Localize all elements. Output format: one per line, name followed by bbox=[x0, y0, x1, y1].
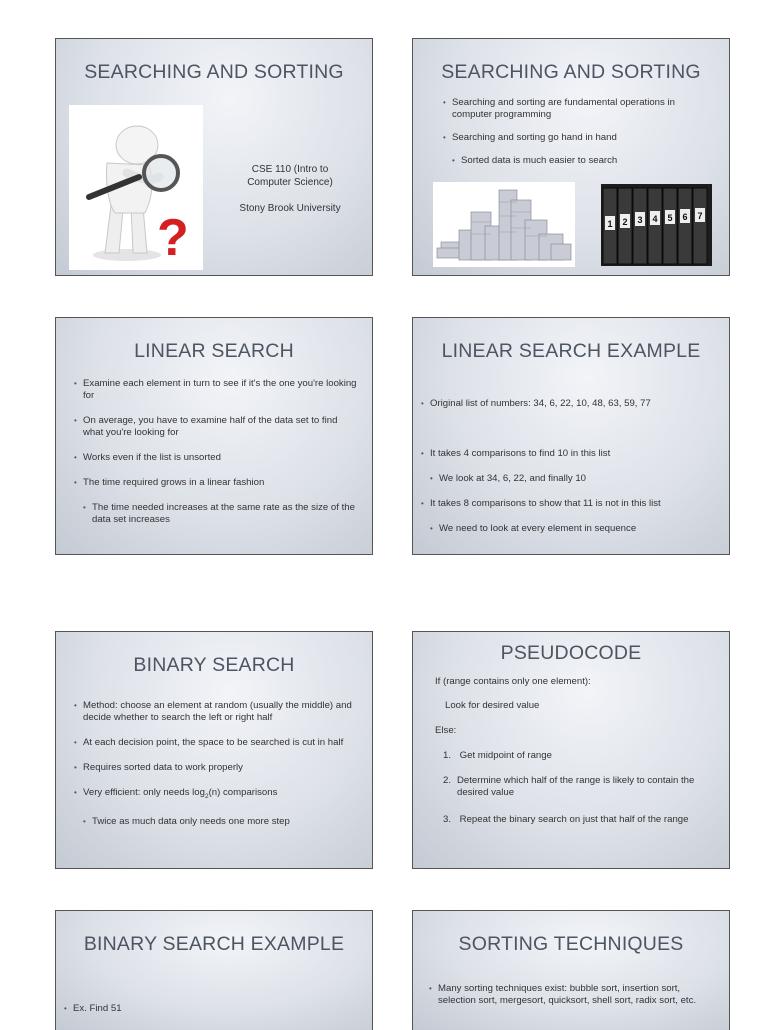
binder-label: 3 bbox=[637, 215, 643, 225]
bullet-item: • Examine each element in turn to see if it's the one you're looking for bbox=[72, 378, 358, 402]
slide-title: BINARY SEARCH bbox=[133, 654, 295, 676]
svg-text:?: ? bbox=[157, 209, 189, 267]
slide-binary-search-example bbox=[55, 910, 373, 1030]
bullet-item: • The time required grows in a linear fashion bbox=[72, 477, 358, 489]
slide-title: BINARY SEARCH EXAMPLE bbox=[83, 933, 345, 955]
sorted-binders-picture bbox=[601, 184, 712, 266]
binder-label: 6 bbox=[682, 212, 688, 222]
bullet-item: • Original list of numbers: 34, 6, 22, 10, 48, 63, 59, 77 bbox=[419, 398, 715, 410]
slide-title: SORTING TECHNIQUES bbox=[458, 933, 684, 955]
slide-title: LINEAR SEARCH bbox=[134, 340, 294, 362]
pseudocode-step bbox=[443, 750, 713, 761]
sub-bullet-item: • We need to look at every element in sequence bbox=[428, 523, 715, 535]
bullet-item: • Searching and sorting go hand in hand bbox=[441, 132, 715, 144]
step-number: 2. bbox=[443, 775, 452, 786]
slide-sorting-techniques bbox=[412, 910, 730, 1030]
binder-label: 2 bbox=[622, 217, 628, 227]
slide-linear-search bbox=[55, 317, 373, 555]
step-number: 1. bbox=[443, 750, 452, 761]
slide-linear-search-example bbox=[412, 317, 730, 555]
bullet-item: • Works even if the list is unsorted bbox=[72, 452, 358, 464]
slide-title: PSEUDOCODE bbox=[500, 642, 642, 664]
bullet-item: • It takes 4 comparisons to find 10 in this list bbox=[419, 448, 715, 460]
binder-label: 5 bbox=[667, 213, 673, 223]
paper-stacks-picture bbox=[433, 182, 575, 267]
slide-pseudocode bbox=[412, 631, 730, 869]
pseudocode-line: Else: bbox=[435, 725, 457, 736]
course-name: CSE 110 (Intro to Computer Science) bbox=[247, 164, 333, 188]
step-text: Repeat the binary search on just that half of the range bbox=[459, 814, 689, 825]
bullet-item: • It takes 8 comparisons to show that 11 is not in this list bbox=[419, 498, 715, 510]
slide-searching-and-sorting-title bbox=[55, 38, 373, 276]
slide-searching-and-sorting-intro bbox=[412, 38, 730, 276]
pseudocode-line: Look for desired value bbox=[445, 700, 540, 711]
bullet-item: • Method: choose an element at random (usually the middle) and decide whether to search the left or right half bbox=[72, 700, 358, 724]
log-text: Very efficient: only needs log bbox=[83, 787, 205, 798]
university-name: Stony Brook University bbox=[239, 203, 341, 214]
bullet-item: • Many sorting techniques exist: bubble sort, insertion sort, selection sort, mergesort, quicksort, shell sort, radix sort, etc. bbox=[427, 983, 713, 1007]
binder-label: 1 bbox=[607, 219, 613, 229]
bullet-item: • Searching and sorting are fundamental operations in computer programming bbox=[441, 97, 715, 121]
binder-label: 7 bbox=[697, 211, 703, 221]
step-number: 3. bbox=[443, 814, 452, 825]
slide-binary-search bbox=[55, 631, 373, 869]
sub-bullet-item: • Sorted data is much easier to search bbox=[450, 155, 715, 167]
bullet-item: • At each decision point, the space to be searched is cut in half bbox=[72, 737, 358, 749]
bullet-item: • On average, you have to examine half of the data set to find what you're looking for bbox=[72, 415, 358, 439]
slide-title: SEARCHING AND SORTING bbox=[84, 61, 344, 83]
binder-label: 4 bbox=[652, 214, 658, 224]
log-base-subscript: 2 bbox=[204, 792, 209, 800]
sub-bullet-item: • We look at 34, 6, 22, and finally 10 bbox=[428, 473, 715, 485]
bullet-item: • Ex. Find 51 bbox=[62, 1003, 358, 1015]
slide-title: SEARCHING AND SORTING bbox=[441, 61, 701, 83]
pseudocode-line: If (range contains only one element): bbox=[435, 676, 591, 687]
step-text: Get midpoint of range bbox=[459, 750, 552, 761]
bullet-item-log bbox=[72, 787, 358, 803]
step-text: Determine which half of the range is likely to contain the desired value bbox=[457, 775, 695, 798]
slide-title: LINEAR SEARCH EXAMPLE bbox=[441, 340, 701, 362]
log-argument-text: (n) comparisons bbox=[208, 787, 278, 798]
pseudocode-step bbox=[443, 814, 713, 825]
magnifier-figure-icon bbox=[69, 105, 203, 270]
sub-bullet-item: • Twice as much data only needs one more step bbox=[81, 816, 358, 828]
bullet-item: • Requires sorted data to work properly bbox=[72, 762, 358, 774]
pseudocode-step bbox=[443, 775, 713, 799]
sub-bullet-item: • The time needed increases at the same rate as the size of the data set increases bbox=[81, 502, 358, 526]
